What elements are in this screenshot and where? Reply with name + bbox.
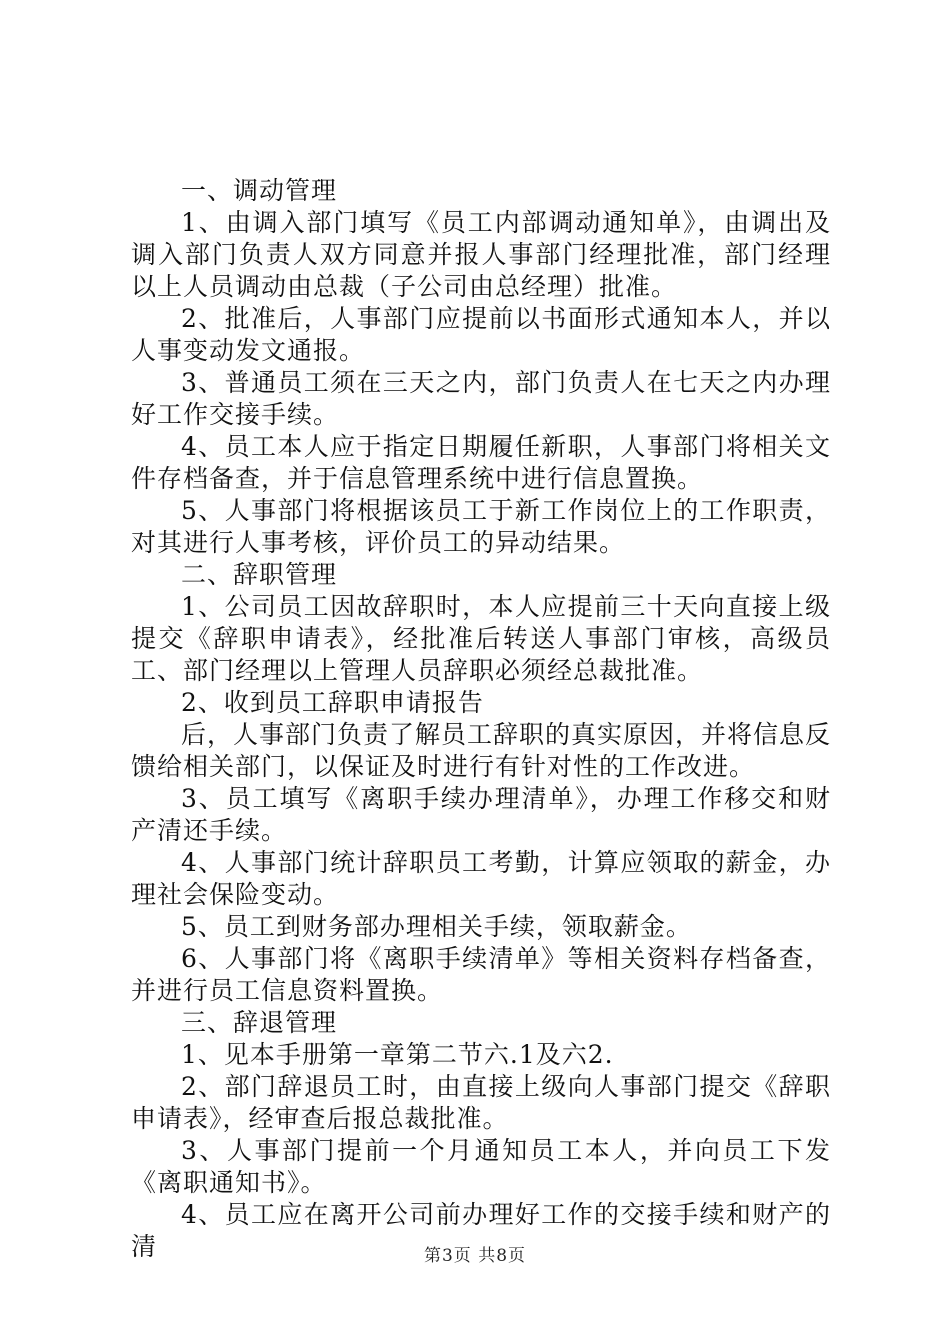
paragraph: 3、人事部门提前一个月通知员工本人，并向员工下发《离职通知书》。: [131, 1136, 831, 1197]
paragraph: 6、人事部门将《离职手续清单》等相关资料存档备查，并进行员工信息资料置换。: [131, 944, 831, 1005]
paragraph: 4、员工本人应于指定日期履任新职，人事部门将相关文件存档备查，并于信息管理系统中进行信息置换。: [131, 432, 831, 493]
paragraph: 5、员工到财务部办理相关手续，领取薪金。: [181, 912, 692, 941]
section-heading-transfer: 一、调动管理: [181, 176, 338, 205]
paragraph: 2、部门辞退员工时，由直接上级向人事部门提交《辞职申请表》，经审查后报总裁批准。: [131, 1072, 831, 1133]
paragraph: 4、人事部门统计辞职员工考勤，计算应领取的薪金，办理社会保险变动。: [131, 848, 831, 909]
paragraph: 2、批准后，人事部门应提前以书面形式通知本人，并以人事变动发文通报。: [131, 304, 831, 365]
paragraph: 2、收到员工辞职申请报告: [181, 688, 484, 717]
paragraph: 5、人事部门将根据该员工于新工作岗位上的工作职责，对其进行人事考核，评价员工的异动结果。: [131, 496, 831, 557]
paragraph: 1、公司员工因故辞职时，本人应提前三十天向直接上级提交《辞职申请表》，经批准后转送人事部门审核，高级员工、部门经理以上管理人员辞职必须经总裁批准。: [131, 592, 831, 685]
document-body: [131, 175, 831, 1263]
paragraph: 1、见本手册第一章第二节六.1及六2.: [181, 1040, 614, 1069]
section-heading-resignation: 二、辞职管理: [181, 560, 338, 589]
paragraph: 3、普通员工须在三天之内，部门负责人在七天之内办理好工作交接手续。: [131, 368, 831, 429]
paragraph: 1、由调入部门填写《员工内部调动通知单》，由调出及调入部门负责人双方同意并报人事部门经理批准，部门经理以上人员调动由总裁（子公司由总经理）批准。: [131, 208, 831, 301]
paragraph: 4、员工应在离开公司前办理好工作的交接手续和财产的清: [131, 1200, 831, 1261]
paragraph: 3、员工填写《离职手续办理清单》，办理工作移交和财产清还手续。: [131, 784, 831, 845]
paragraph: 后，人事部门负责了解员工辞职的真实原因，并将信息反馈给相关部门，以保证及时进行有针对性的工作改进。: [131, 720, 832, 781]
section-heading-dismissal: 三、辞退管理: [181, 1008, 338, 1037]
page-number-footer: 第3页 共8页: [423, 1246, 527, 1266]
